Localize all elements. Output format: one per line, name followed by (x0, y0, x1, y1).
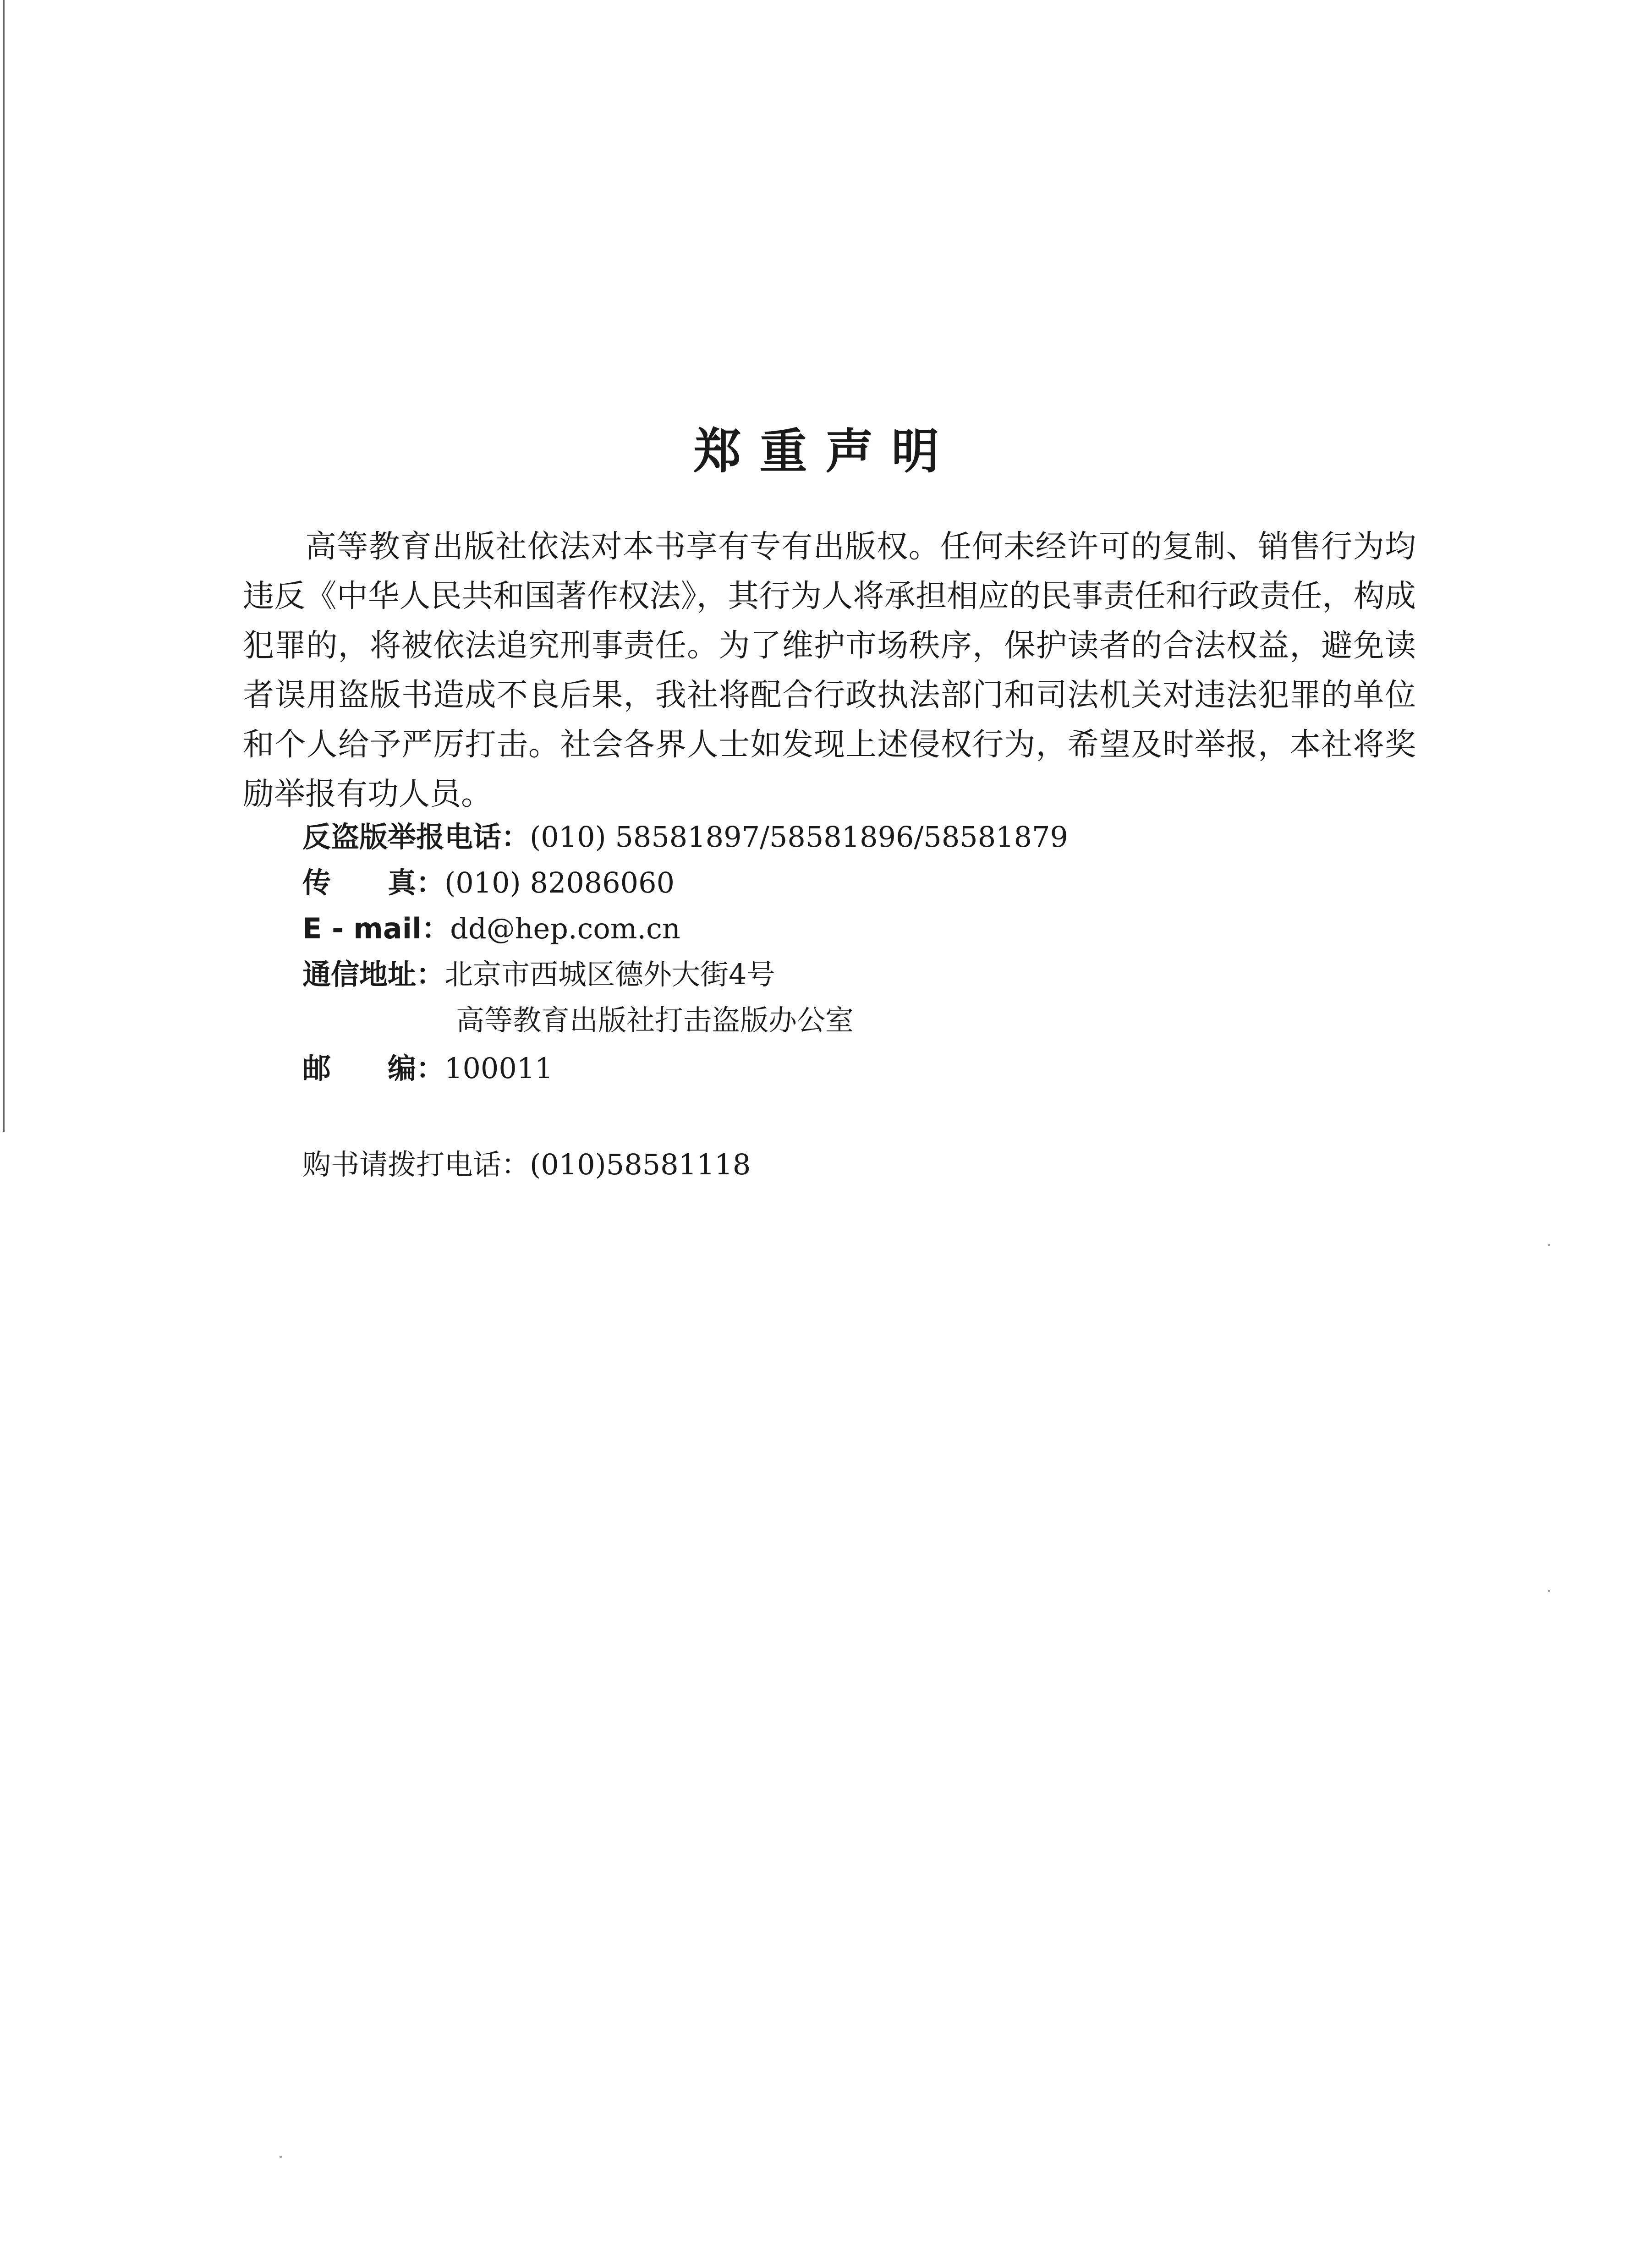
fax-row: 传 真：(010) 82086060 (302, 866, 675, 899)
page-title: 郑重声明 (693, 423, 958, 479)
postcode-row: 邮 编：100011 (302, 1052, 553, 1085)
scan-speck (1548, 1590, 1550, 1592)
fax-label: 传 真 (302, 866, 417, 899)
email-value: dd@hep.com.cn (450, 912, 680, 945)
purchase-row: 购书请拨打电话：(010)58581118 (302, 1148, 751, 1181)
postcode-value: 100011 (444, 1052, 553, 1085)
address-label: 通信地址 (302, 958, 417, 991)
address-line2: 高等教育出版社打击盗版办公室 (456, 1003, 854, 1037)
hotline-row: 反盗版举报电话：(010) 58581897/58581896/58581879 (302, 820, 1068, 854)
hotline-value: (010) 58581897/58581896/58581879 (530, 820, 1068, 854)
scan-edge-line (3, 0, 5, 1132)
scan-speck (280, 2156, 282, 2158)
scan-speck (1548, 1244, 1550, 1246)
email-row: E - mail：dd@hep.com.cn (302, 912, 680, 945)
fax-value: (010) 82086060 (444, 866, 675, 899)
email-label: E - mail (302, 912, 422, 945)
hotline-label: 反盗版举报电话 (302, 820, 502, 854)
statement-paragraph: 高等教育出版社依法对本书享有专有出版权。任何未经许可的复制、销售行为均违反《中华人民共和国著作权法》，其行为人将承担相应的民事责任和行政责任，构成犯罪的，将被依法追究刑事责任。为了维护市场秩序，保护读者的合法权益，避免读者误用盗版书造成不良后果，我社将配合行政执法部门和司法机关对违法犯罪的单位和个人给予严厉打击。社会各界人士如发现上述侵权行为，希望及时举报，本社将奖励举报有功人员。 (243, 529, 1416, 812)
purchase-label: 购书请拨打电话 (302, 1148, 502, 1181)
address-value: 北京市西城区德外大街4号 (444, 958, 775, 991)
purchase-value: (010)58581118 (530, 1148, 751, 1181)
postcode-label: 邮 编 (302, 1052, 417, 1085)
address-row: 通信地址：北京市西城区德外大街4号 (302, 958, 775, 991)
